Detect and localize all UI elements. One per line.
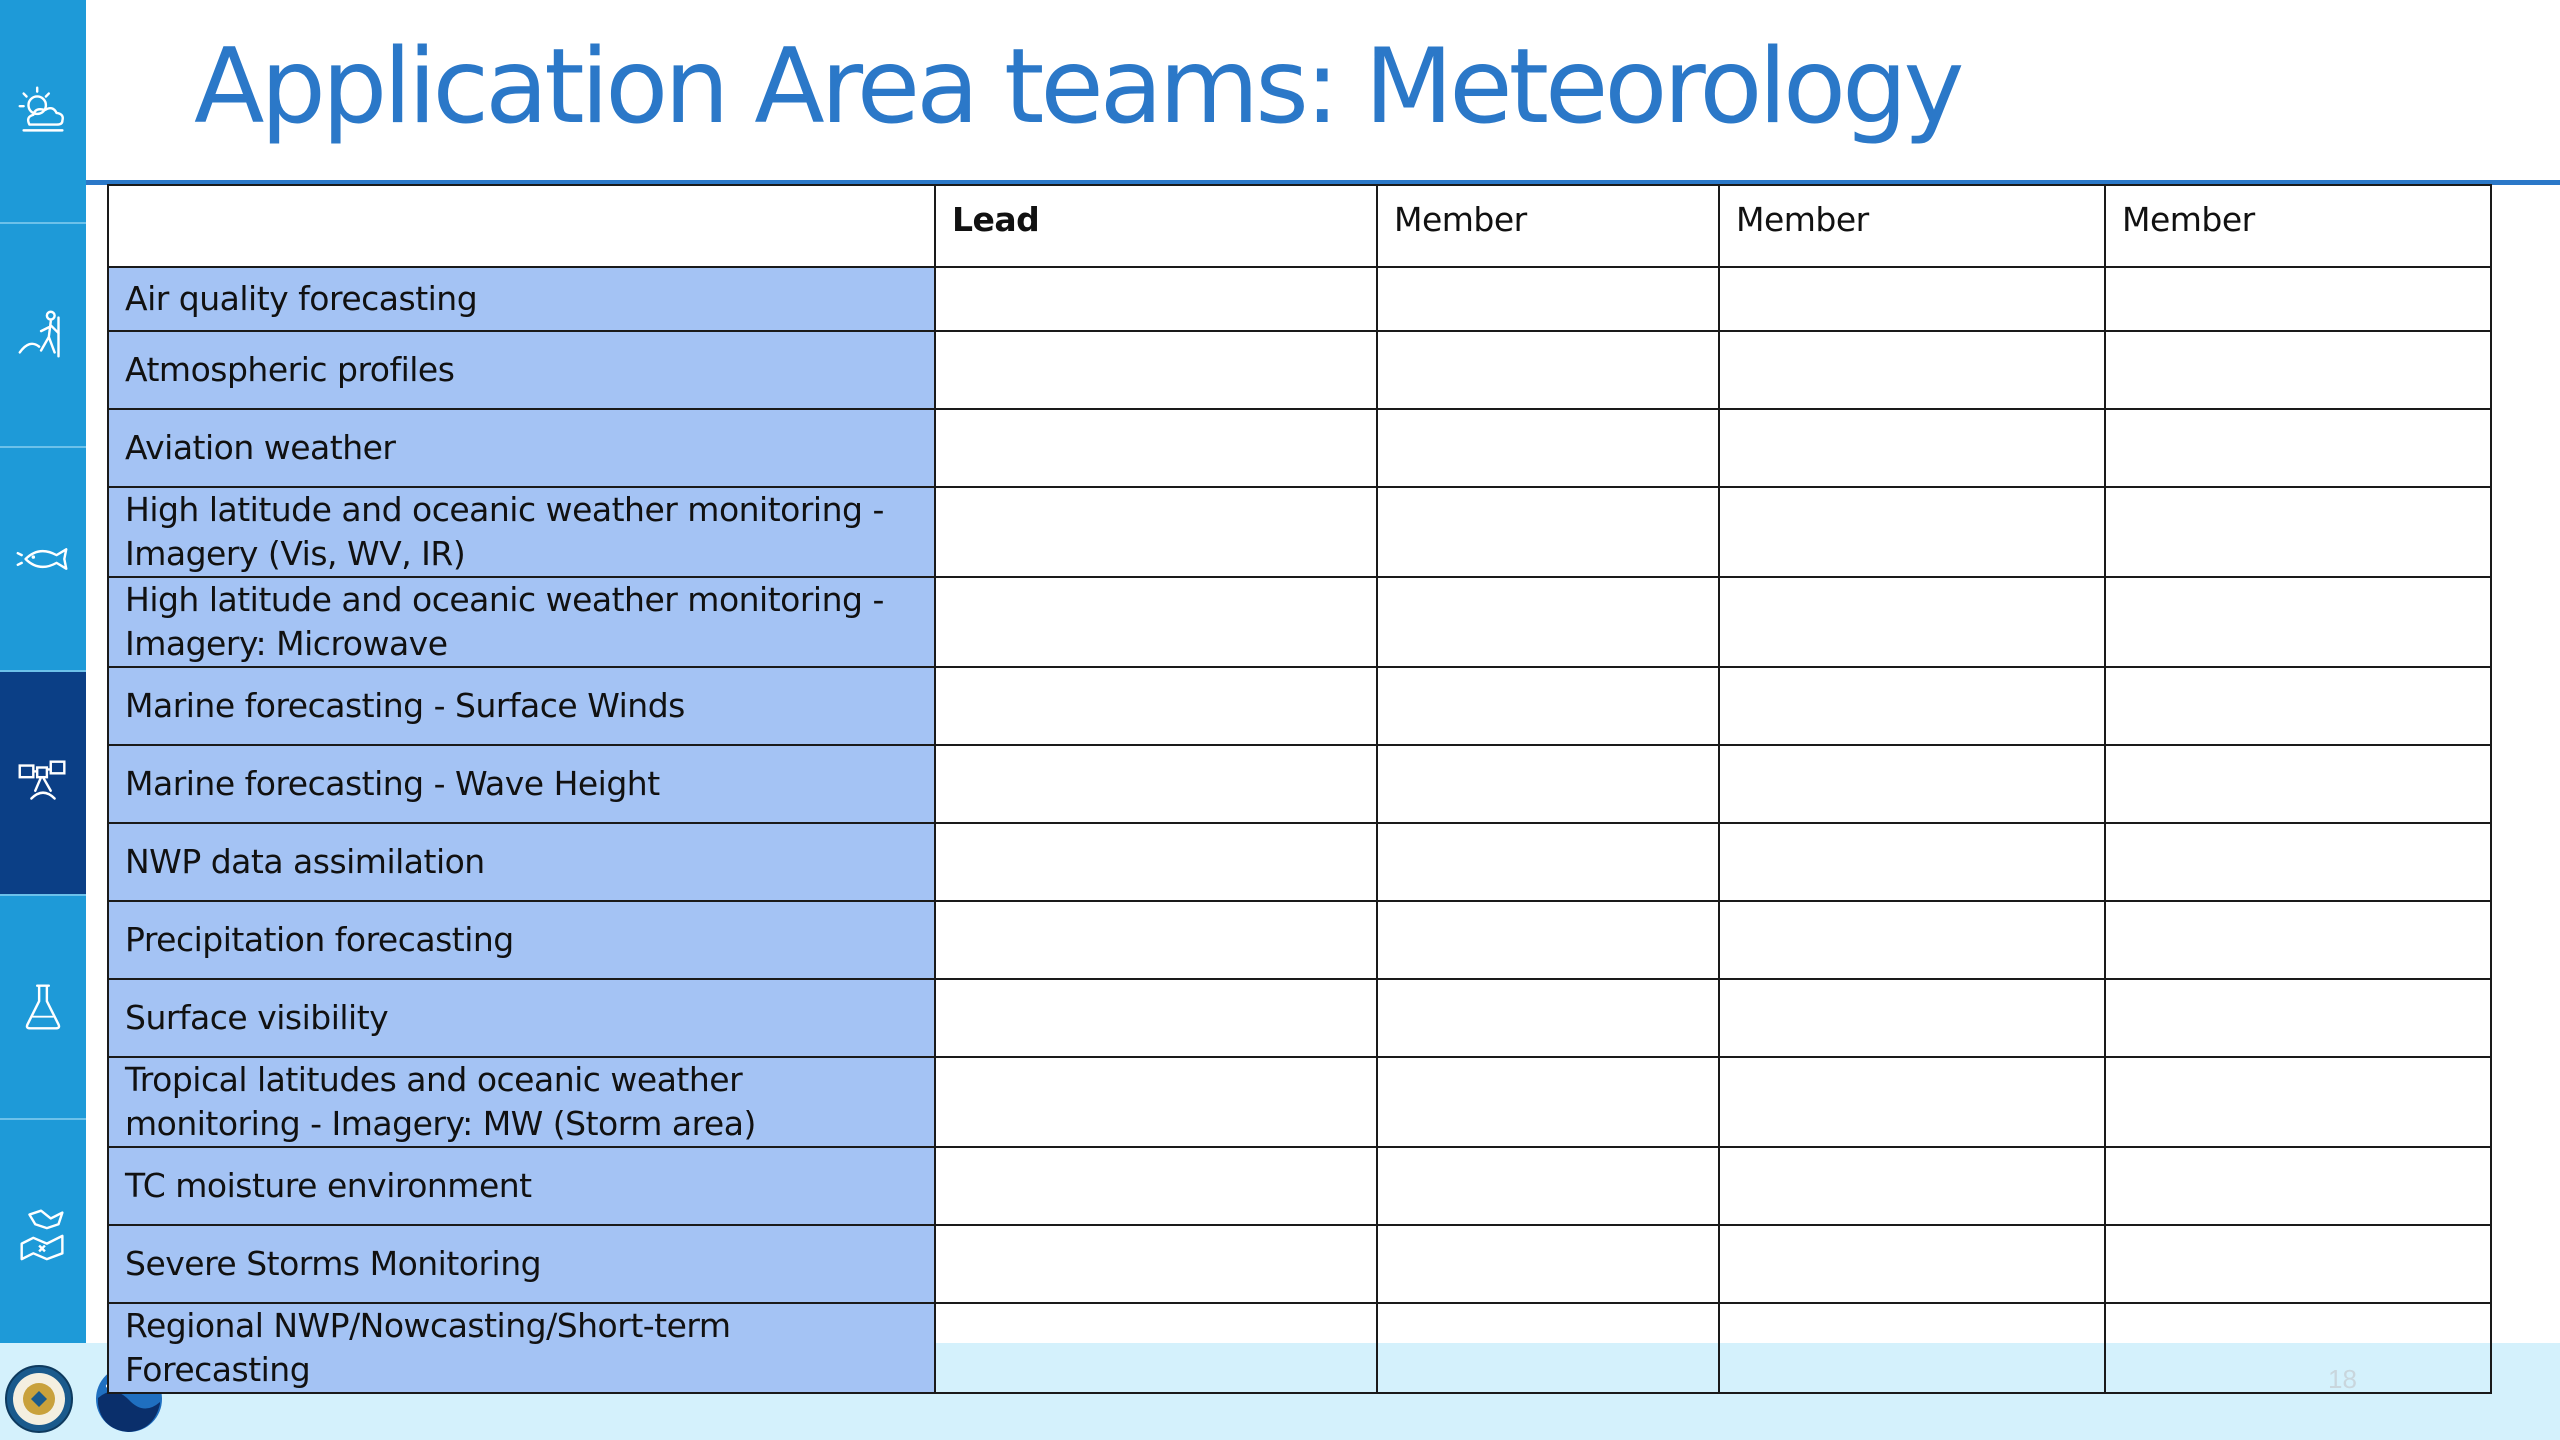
member-cell[interactable] bbox=[1719, 487, 2105, 577]
member-cell[interactable] bbox=[1719, 1225, 2105, 1303]
application-area-cell: Severe Storms Monitoring bbox=[108, 1225, 935, 1303]
member-cell[interactable] bbox=[1377, 331, 1719, 409]
member-cell[interactable] bbox=[2105, 667, 2491, 745]
header-cell-member-3: Member bbox=[2105, 185, 2491, 267]
application-area-cell: High latitude and oceanic weather monitoring - Imagery (Vis, WV, IR) bbox=[108, 487, 935, 577]
member-cell[interactable] bbox=[1719, 823, 2105, 901]
member-cell[interactable] bbox=[2105, 745, 2491, 823]
member-cell[interactable] bbox=[1719, 979, 2105, 1057]
member-cell[interactable] bbox=[1377, 667, 1719, 745]
lead-cell[interactable] bbox=[935, 1225, 1377, 1303]
member-cell[interactable] bbox=[1377, 267, 1719, 331]
member-cell[interactable] bbox=[1377, 487, 1719, 577]
member-cell[interactable] bbox=[1719, 409, 2105, 487]
team-table bbox=[107, 184, 2492, 1394]
table-row bbox=[108, 1057, 2491, 1147]
member-cell[interactable] bbox=[1719, 745, 2105, 823]
member-cell[interactable] bbox=[2105, 901, 2491, 979]
member-cell[interactable] bbox=[2105, 1225, 2491, 1303]
sidebar-item-map[interactable] bbox=[0, 1120, 86, 1343]
application-area-cell: Regional NWP/Nowcasting/Short-term Forecasting bbox=[108, 1303, 935, 1393]
member-cell[interactable] bbox=[1377, 1057, 1719, 1147]
application-area-cell: Marine forecasting - Wave Height bbox=[108, 745, 935, 823]
application-area-cell: TC moisture environment bbox=[108, 1147, 935, 1225]
member-cell[interactable] bbox=[1719, 1147, 2105, 1225]
member-cell[interactable] bbox=[2105, 1303, 2491, 1393]
commerce-seal-icon bbox=[4, 1364, 74, 1434]
member-cell[interactable] bbox=[2105, 487, 2491, 577]
satellite-icon bbox=[12, 752, 74, 814]
sidebar-item-weather[interactable] bbox=[0, 0, 86, 224]
fish-icon bbox=[12, 528, 74, 590]
member-cell[interactable] bbox=[2105, 409, 2491, 487]
member-cell[interactable] bbox=[1719, 331, 2105, 409]
lead-cell[interactable] bbox=[935, 667, 1377, 745]
lead-cell[interactable] bbox=[935, 577, 1377, 667]
member-cell[interactable] bbox=[1377, 901, 1719, 979]
member-cell[interactable] bbox=[2105, 1147, 2491, 1225]
table-row bbox=[108, 267, 2491, 331]
member-cell[interactable] bbox=[1719, 1303, 2105, 1393]
member-cell[interactable] bbox=[2105, 331, 2491, 409]
member-cell[interactable] bbox=[1377, 979, 1719, 1057]
member-cell[interactable] bbox=[1377, 409, 1719, 487]
member-cell[interactable] bbox=[1719, 667, 2105, 745]
member-cell[interactable] bbox=[1719, 901, 2105, 979]
table-row bbox=[108, 1303, 2491, 1393]
member-cell[interactable] bbox=[2105, 577, 2491, 667]
table-row bbox=[108, 1225, 2491, 1303]
header-cell-empty bbox=[108, 185, 935, 267]
header-cell-member-2: Member bbox=[1719, 185, 2105, 267]
application-area-cell: Surface visibility bbox=[108, 979, 935, 1057]
flask-icon bbox=[12, 976, 74, 1038]
lead-cell[interactable] bbox=[935, 267, 1377, 331]
lead-cell[interactable] bbox=[935, 1303, 1377, 1393]
lead-cell[interactable] bbox=[935, 409, 1377, 487]
member-cell[interactable] bbox=[1719, 577, 2105, 667]
hiker-icon bbox=[12, 304, 74, 366]
lead-cell[interactable] bbox=[935, 979, 1377, 1057]
member-cell[interactable] bbox=[2105, 979, 2491, 1057]
application-area-cell: Tropical latitudes and oceanic weather monitoring - Imagery: MW (Storm area) bbox=[108, 1057, 935, 1147]
table-row bbox=[108, 979, 2491, 1057]
application-area-cell: Marine forecasting - Surface Winds bbox=[108, 667, 935, 745]
application-area-cell: Atmospheric profiles bbox=[108, 331, 935, 409]
sidebar-item-hiker[interactable] bbox=[0, 224, 86, 448]
table-row bbox=[108, 823, 2491, 901]
table-row bbox=[108, 487, 2491, 577]
sidebar-item-fish[interactable] bbox=[0, 448, 86, 672]
member-cell[interactable] bbox=[1377, 823, 1719, 901]
table-row bbox=[108, 745, 2491, 823]
header-row bbox=[108, 185, 2491, 267]
sidebar-item-satellite[interactable] bbox=[0, 672, 86, 896]
member-cell[interactable] bbox=[1377, 1225, 1719, 1303]
member-cell[interactable] bbox=[1377, 1147, 1719, 1225]
table-row bbox=[108, 901, 2491, 979]
application-area-cell: NWP data assimilation bbox=[108, 823, 935, 901]
table-row bbox=[108, 1147, 2491, 1225]
table-row bbox=[108, 667, 2491, 745]
lead-cell[interactable] bbox=[935, 331, 1377, 409]
lead-cell[interactable] bbox=[935, 823, 1377, 901]
weather-icon bbox=[12, 80, 74, 142]
member-cell[interactable] bbox=[2105, 1057, 2491, 1147]
lead-cell[interactable] bbox=[935, 487, 1377, 577]
member-cell[interactable] bbox=[2105, 823, 2491, 901]
member-cell[interactable] bbox=[1719, 267, 2105, 331]
header-cell-member-1: Member bbox=[1377, 185, 1719, 267]
application-area-cell: Precipitation forecasting bbox=[108, 901, 935, 979]
application-area-cell: Air quality forecasting bbox=[108, 267, 935, 331]
sidebar-rail bbox=[0, 0, 86, 1343]
table-row bbox=[108, 409, 2491, 487]
page-title: Application Area teams: Meteorology bbox=[194, 27, 1961, 147]
application-area-cell: High latitude and oceanic weather monitoring - Imagery: Microwave bbox=[108, 577, 935, 667]
table-row bbox=[108, 331, 2491, 409]
member-cell[interactable] bbox=[1377, 745, 1719, 823]
member-cell[interactable] bbox=[1719, 1057, 2105, 1147]
member-cell[interactable] bbox=[2105, 267, 2491, 331]
lead-cell[interactable] bbox=[935, 1057, 1377, 1147]
lead-cell[interactable] bbox=[935, 901, 1377, 979]
lead-cell[interactable] bbox=[935, 745, 1377, 823]
page-number: 18 bbox=[2328, 1364, 2357, 1394]
header-cell-lead: Lead bbox=[935, 185, 1377, 267]
application-area-cell: Aviation weather bbox=[108, 409, 935, 487]
member-cell[interactable] bbox=[1377, 577, 1719, 667]
table-row bbox=[108, 577, 2491, 667]
map-compass-icon bbox=[12, 1201, 74, 1263]
table-body bbox=[108, 267, 2491, 1393]
sidebar-item-flask[interactable] bbox=[0, 896, 86, 1120]
lead-cell[interactable] bbox=[935, 1147, 1377, 1225]
member-cell[interactable] bbox=[1377, 1303, 1719, 1393]
